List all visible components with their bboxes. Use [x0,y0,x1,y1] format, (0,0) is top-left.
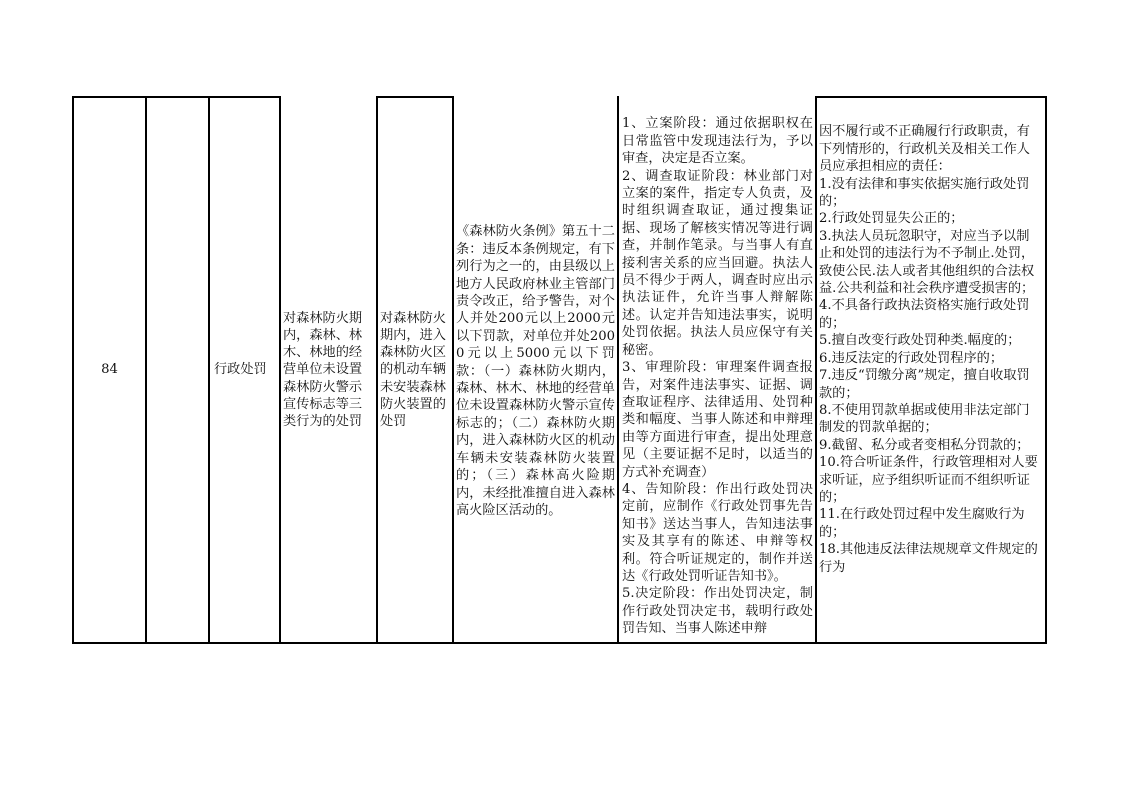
row-number: 84 [101,362,118,378]
table-bottom-border [72,642,1047,644]
responsibility-cell [817,106,1045,642]
category-text: 行政处罚 [214,362,267,378]
responsibility-text: 因不履行或不正确履行行政职责，有下列情形的，行政机关及相关工作人员应承担相应的责任： 1.没有法律和事实依据实施行政处罚的； 2.行政处罚显失公正的； 3.执法人员玩忽职守，对应当予以制止和处罚的违法行为不予制止.处罚，致使公民.法人或者其他组织的合法权益.公共利益和社会秩序遭受损害的； 4.不具备行政执法资格实施行政处罚的； 5.擅自改变行政处罚种类.幅度的； 6.违反法定的行政处罚程序的； 7.违反“罚缴分离”规定，擅自收取罚款的； 8.不使用罚款单据或使用非法定部门制发的罚款单据的； 9.截留、私分或者变相私分罚款的； 10.符合听证条件，行政管理相对人要求听证，应予组织听证而不组织听证的； 11.在行政处罚过程中发生腐败行为的； 18.其他违反法律法规规章文件规定的行为 [819,124,1038,575]
sub-item-text: 对森林防火期内，进入森林防火区的机动车辆未安装森林防火装置的处罚 [380,310,446,429]
procedure-text: 1、立案阶段：通过依据职权在日常监管中发现违法行为，予以审查，决定是否立案。 2、调查取证阶段：林业部门对立案的案件，指定专人负责，及时组织调查取证，通过搜集证据、现场了解核实情况等进行调查，并制作笔录。与当事人有直接利害关系的应当回避。执法人员不得少于两人，调查时应出示执法证件，允许当事人辩解陈述。认定并告知违法事实，说明处罚依据。执法人员应保守有关秘密。 3、审理阶段：审理案件调查报告，对案件违法事实、证据、调查取证程序、法律适用、处罚种类和幅度、当事人陈述和申辩理由等方面进行审查，提出处理意见（主要证据不足时，以适当的方式补充调查） 4、告知阶段：作出行政处罚决定前，应制作《行政处罚事先告知书》送达当事人，告知违法事实及其享有的陈述、申辩等权利。符合听证规定的，制作并送达《行政处罚听证告知书》。 5.决定阶段：作出处罚决定，制作行政处罚决定书，载明行政处罚告知、当事人陈述申辩 [622,116,813,637]
row-number-cell [74,98,145,642]
item-name-cell [281,98,376,642]
legal-basis-text: 《森林防火条例》第五十二条：违反本条例规定，有下列行为之一的，由县级以上地方人民政府林业主管部门责令改正，给予警告，对个人并处200元以上2000元以下罚款，对单位并处2000元以上5000元以下罚款：（一）森林防火期内，森林、林木、林地的经营单位未设置森林防火警示宣传标志的；（二）森林防火期内，进入森林防火区的机动车辆未安装森林防火装置的；（三）森林高火险期内，未经批准擅自进入森林高火险区活动的。 [456,224,615,518]
sub-item-cell [378,98,452,642]
column-divider [145,96,147,643]
item-name-text: 对森林防火期内，森林、林木、林地的经营单位未设置森林防火警示宣传标志等三类行为的处罚 [283,310,363,429]
column-divider [1045,96,1047,643]
category-cell [210,98,279,642]
procedure-cell [619,98,815,644]
legal-basis-cell [454,206,617,546]
table-top-border [817,96,1046,98]
